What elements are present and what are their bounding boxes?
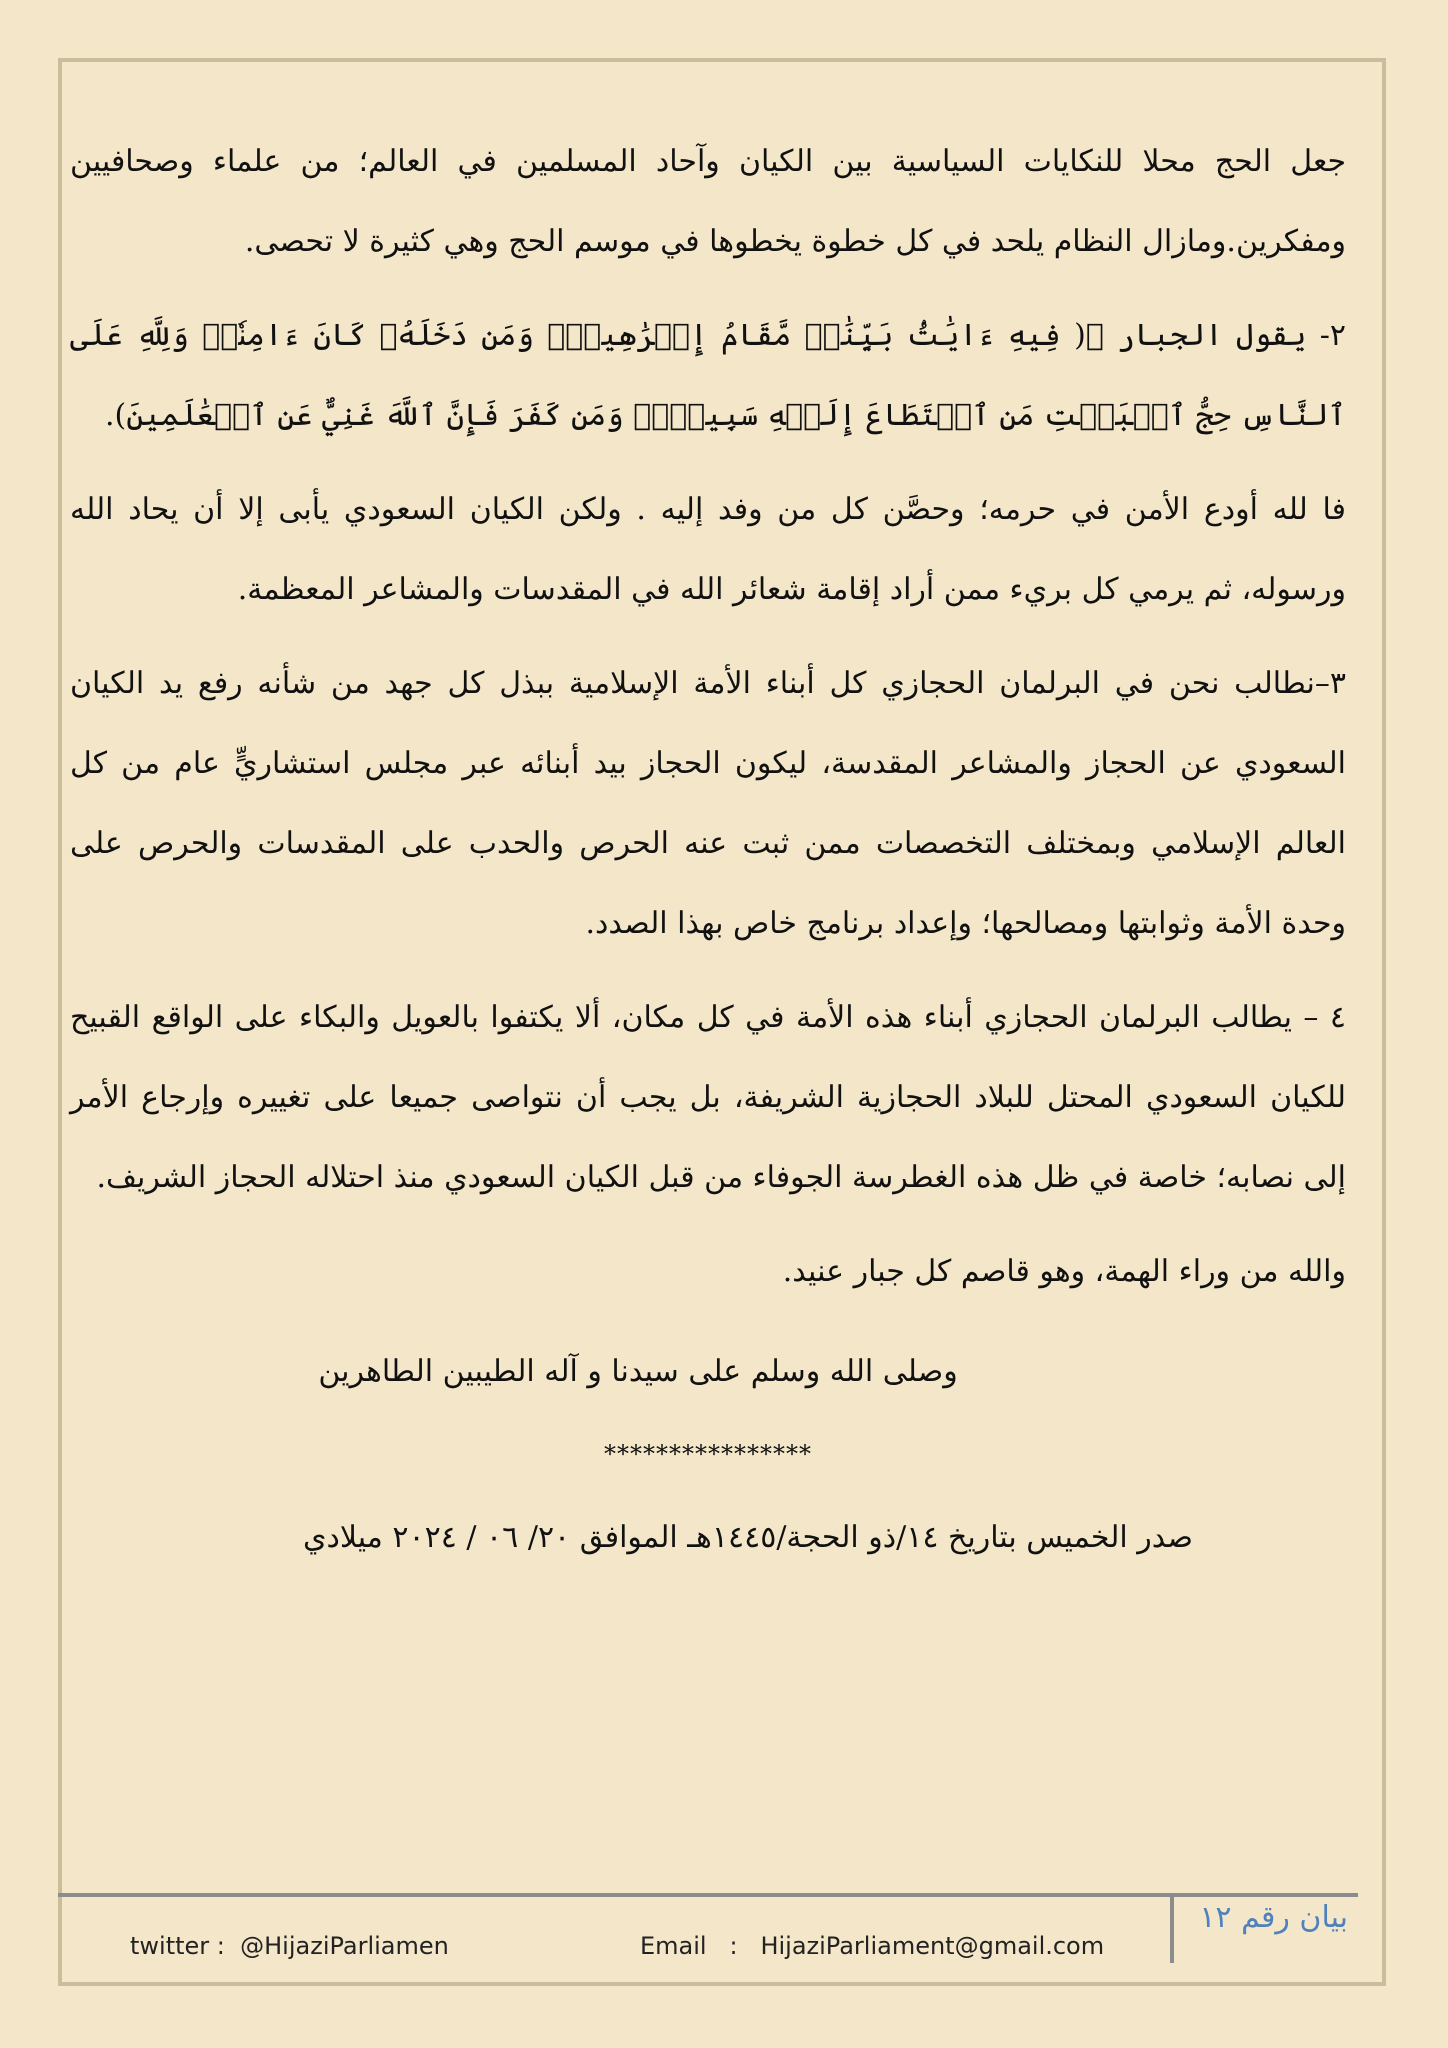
paragraph-2-quran-verse: ٢- يقول الجبار ﷻ( فِيهِ ءَايَٰتُۢ بَيِّنَٰتٞ مَّقَامُ إِبۡرَٰهِيمَۖ وَمَن دَخَلَهُۥ كَانَ ءَامِنٗاۗ وَلِلَّهِ عَلَى ٱلنَّاسِ حِجُّ ٱلۡبَيۡتِ مَنِ ٱسۡتَطَاعَ إِلَيۡهِ سَبِيلٗاۚ وَمَن كَفَرَ فَإِنَّ ٱللَّهَ غَنِيٌّ عَنِ ٱلۡعَٰلَمِينَ). [70, 318, 1346, 433]
email-address: Email : HijaziParliament@gmail.com [640, 1932, 1105, 1960]
separator-stars: **************** [604, 1440, 812, 1468]
footer-divider [58, 1893, 1358, 1897]
paragraph-6: والله من وراء الهمة، وهو قاصم كل جبار عنيد. [782, 1254, 1346, 1289]
closing-prayer: وصلى الله وسلم على سيدنا و آله الطيبين الطاهرين [318, 1354, 958, 1389]
paragraph-4: ٣–نطالب نحن في البرلمان الحجازي كل أبناء الأمة الإسلامية ببذل كل جهد من شأنه رفع يد الكيان السعودي عن الحجاز والمشاعر المقدسة، ليكون الحجاز بيد أبنائه عبر مجلس استشاريٍّ عام من كل العالم الإسلامي وبمختلف التخصصات ممن ثبت عنه الحرص والحدب على المقدسات والحرص على وحدة الأمة وثوابتها ومصالحها؛ وإعداد برنامج خاص بهذا الصدد. [70, 666, 1346, 941]
statement-number: بيان رقم ١٢ [1199, 1900, 1348, 1935]
document-body [70, 122, 1346, 1578]
paragraph-1: جعل الحج محلا للنكايات السياسية بين الكيان وآحاد المسلمين في العالم؛ من علماء وصحافيين ومفكرين.ومازال النظام يلحد في كل خطوة يخطوها في موسم الحج وهي كثيرة لا تحصى. [70, 144, 1346, 259]
issue-date: صدر الخميس بتاريخ ١٤/ذو الحجة/١٤٤٥هـ الموافق ٢٠/ ٠٦ / ٢٠٢٤ ميلادي [303, 1520, 1193, 1555]
footer-vertical-divider [1170, 1897, 1174, 1963]
paragraph-3: فا لله أودع الأمن في حرمه؛ وحصَّن كل من وفد إليه . ولكن الكيان السعودي يأبى إلا أن يحاد الله ورسوله، ثم يرمي كل بريء ممن أراد إقامة شعائر الله في المقدسات والمشاعر المعظمة. [70, 492, 1346, 607]
twitter-handle: twitter : @HijaziParliamen [130, 1932, 449, 1960]
paragraph-5: ٤ – يطالب البرلمان الحجازي أبناء هذه الأمة في كل مكان، ألا يكتفوا بالعويل والبكاء على الواقع القبيح للكيان السعودي المحتل للبلاد الحجازية الشريفة، بل يجب أن نتواصى جميعا على تغييره وإرجاع الأمر إلى نصابه؛ خاصة في ظل هذه الغطرسة الجوفاء من قبل الكيان السعودي منذ احتلاله الحجاز الشريف. [70, 1000, 1346, 1195]
